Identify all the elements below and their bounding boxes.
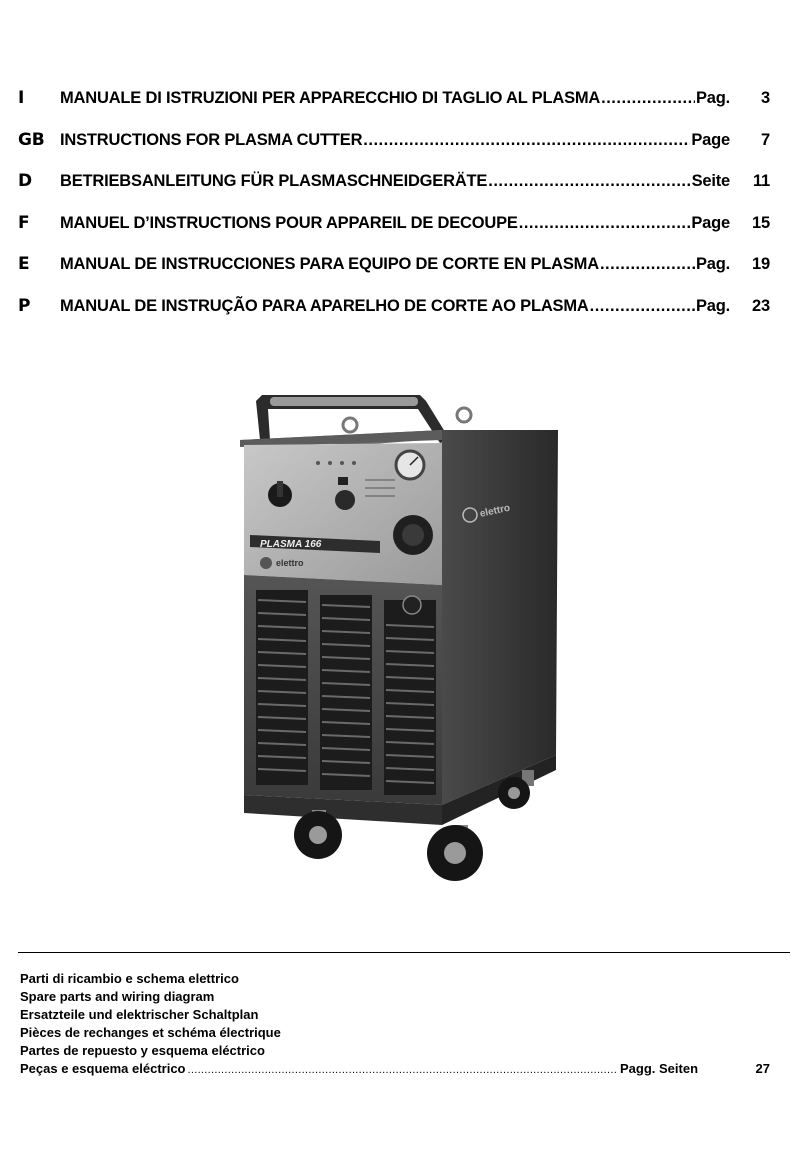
- parts-line: Partes de repuesto y esquema eléctrico: [20, 1043, 265, 1058]
- toc-row[interactable]: [18, 213, 770, 255]
- toc-language-code: F: [18, 212, 30, 233]
- parts-page-label: Pagg. Seiten: [620, 1061, 699, 1076]
- toc-page-number: 11: [752, 172, 770, 190]
- toc-leader-dots: [519, 214, 691, 233]
- parts-line: Pièces de rechanges et schéma électrique: [20, 1025, 281, 1040]
- toc-leader-dots: [488, 172, 690, 191]
- toc-page-number: 7: [761, 130, 770, 149]
- parts-last-line: Peças e esquema eléctrico: [20, 1061, 186, 1076]
- toc-row[interactable]: [18, 296, 770, 338]
- toc-page-label: Pag.: [695, 296, 730, 315]
- toc-title: BETRIEBSANLEITUNG FÜR PLASMASCHNEIDGERÄTE: [60, 172, 488, 190]
- toc-title: MANUAL DE INSTRUCCIONES PARA EQUIPO DE CORTE EN PLASMA: [60, 255, 599, 273]
- toc-language-code: I: [18, 88, 25, 108]
- toc-language-code: P: [18, 295, 31, 316]
- current-knob: [335, 490, 355, 510]
- toc-leader-dots: [601, 89, 695, 108]
- toc-title: MANUALE DI ISTRUZIONI PER APPARECCHIO DI TAGLIO AL PLASMA: [60, 89, 601, 107]
- toc-row[interactable]: [18, 171, 770, 213]
- toc-page-number: 15: [752, 213, 770, 232]
- table-of-contents: [18, 88, 770, 337]
- lifting-eye: [343, 418, 357, 432]
- toc-title: MANUEL D’INSTRUCTIONS POUR APPAREIL DE DECOUPE: [60, 213, 518, 232]
- toc-row[interactable]: [18, 88, 770, 130]
- toc-language-code: D: [18, 171, 32, 191]
- divider-line: [18, 952, 790, 953]
- toc-leader-dots: [600, 255, 695, 274]
- wheel: [427, 825, 483, 881]
- parts-toc-row[interactable]: [20, 1060, 770, 1078]
- toc-title: INSTRUCTIONS FOR PLASMA CUTTER: [60, 130, 363, 149]
- toc-title: MANUAL DE INSTRUÇÃO PARA APARELHO DE CORTE AO PLASMA: [60, 296, 589, 315]
- toc-leader-dots: [363, 131, 690, 150]
- toc-page-number: 3: [761, 89, 770, 107]
- side-panel: [442, 430, 558, 805]
- toc-page-number: 19: [752, 255, 770, 273]
- toc-language-code: GB: [18, 129, 45, 150]
- brand-logo: elettro: [276, 558, 304, 568]
- toc-page-number: 23: [752, 296, 770, 315]
- parts-line: Parti di ricambio e schema elettrico: [20, 971, 239, 986]
- parts-line: Ersatzteile und elektrischer Schaltplan: [20, 1007, 259, 1022]
- toc-row[interactable]: [18, 130, 770, 172]
- spare-parts-section: [20, 970, 770, 1078]
- toc-row[interactable]: [18, 254, 770, 296]
- toc-page-label: Page: [691, 213, 730, 232]
- parts-leader-dots: [188, 1061, 619, 1079]
- toc-language-code: E: [18, 254, 30, 274]
- parts-page-number: 27: [755, 1061, 770, 1076]
- toc-page-label: Pag.: [695, 89, 730, 107]
- toc-leader-dots: [590, 297, 695, 316]
- lifting-eye: [457, 408, 471, 422]
- toc-page-label: Seite: [691, 172, 730, 190]
- toc-page-label: Page: [691, 130, 730, 149]
- model-label: PLASMA 166: [260, 539, 322, 550]
- plasma-cutter-photo: [230, 385, 590, 890]
- toc-page-label: Pag.: [695, 255, 730, 273]
- parts-line: Spare parts and wiring diagram: [20, 989, 215, 1004]
- ground-connector: [403, 596, 421, 614]
- side-brand-logo: elettro: [478, 502, 512, 520]
